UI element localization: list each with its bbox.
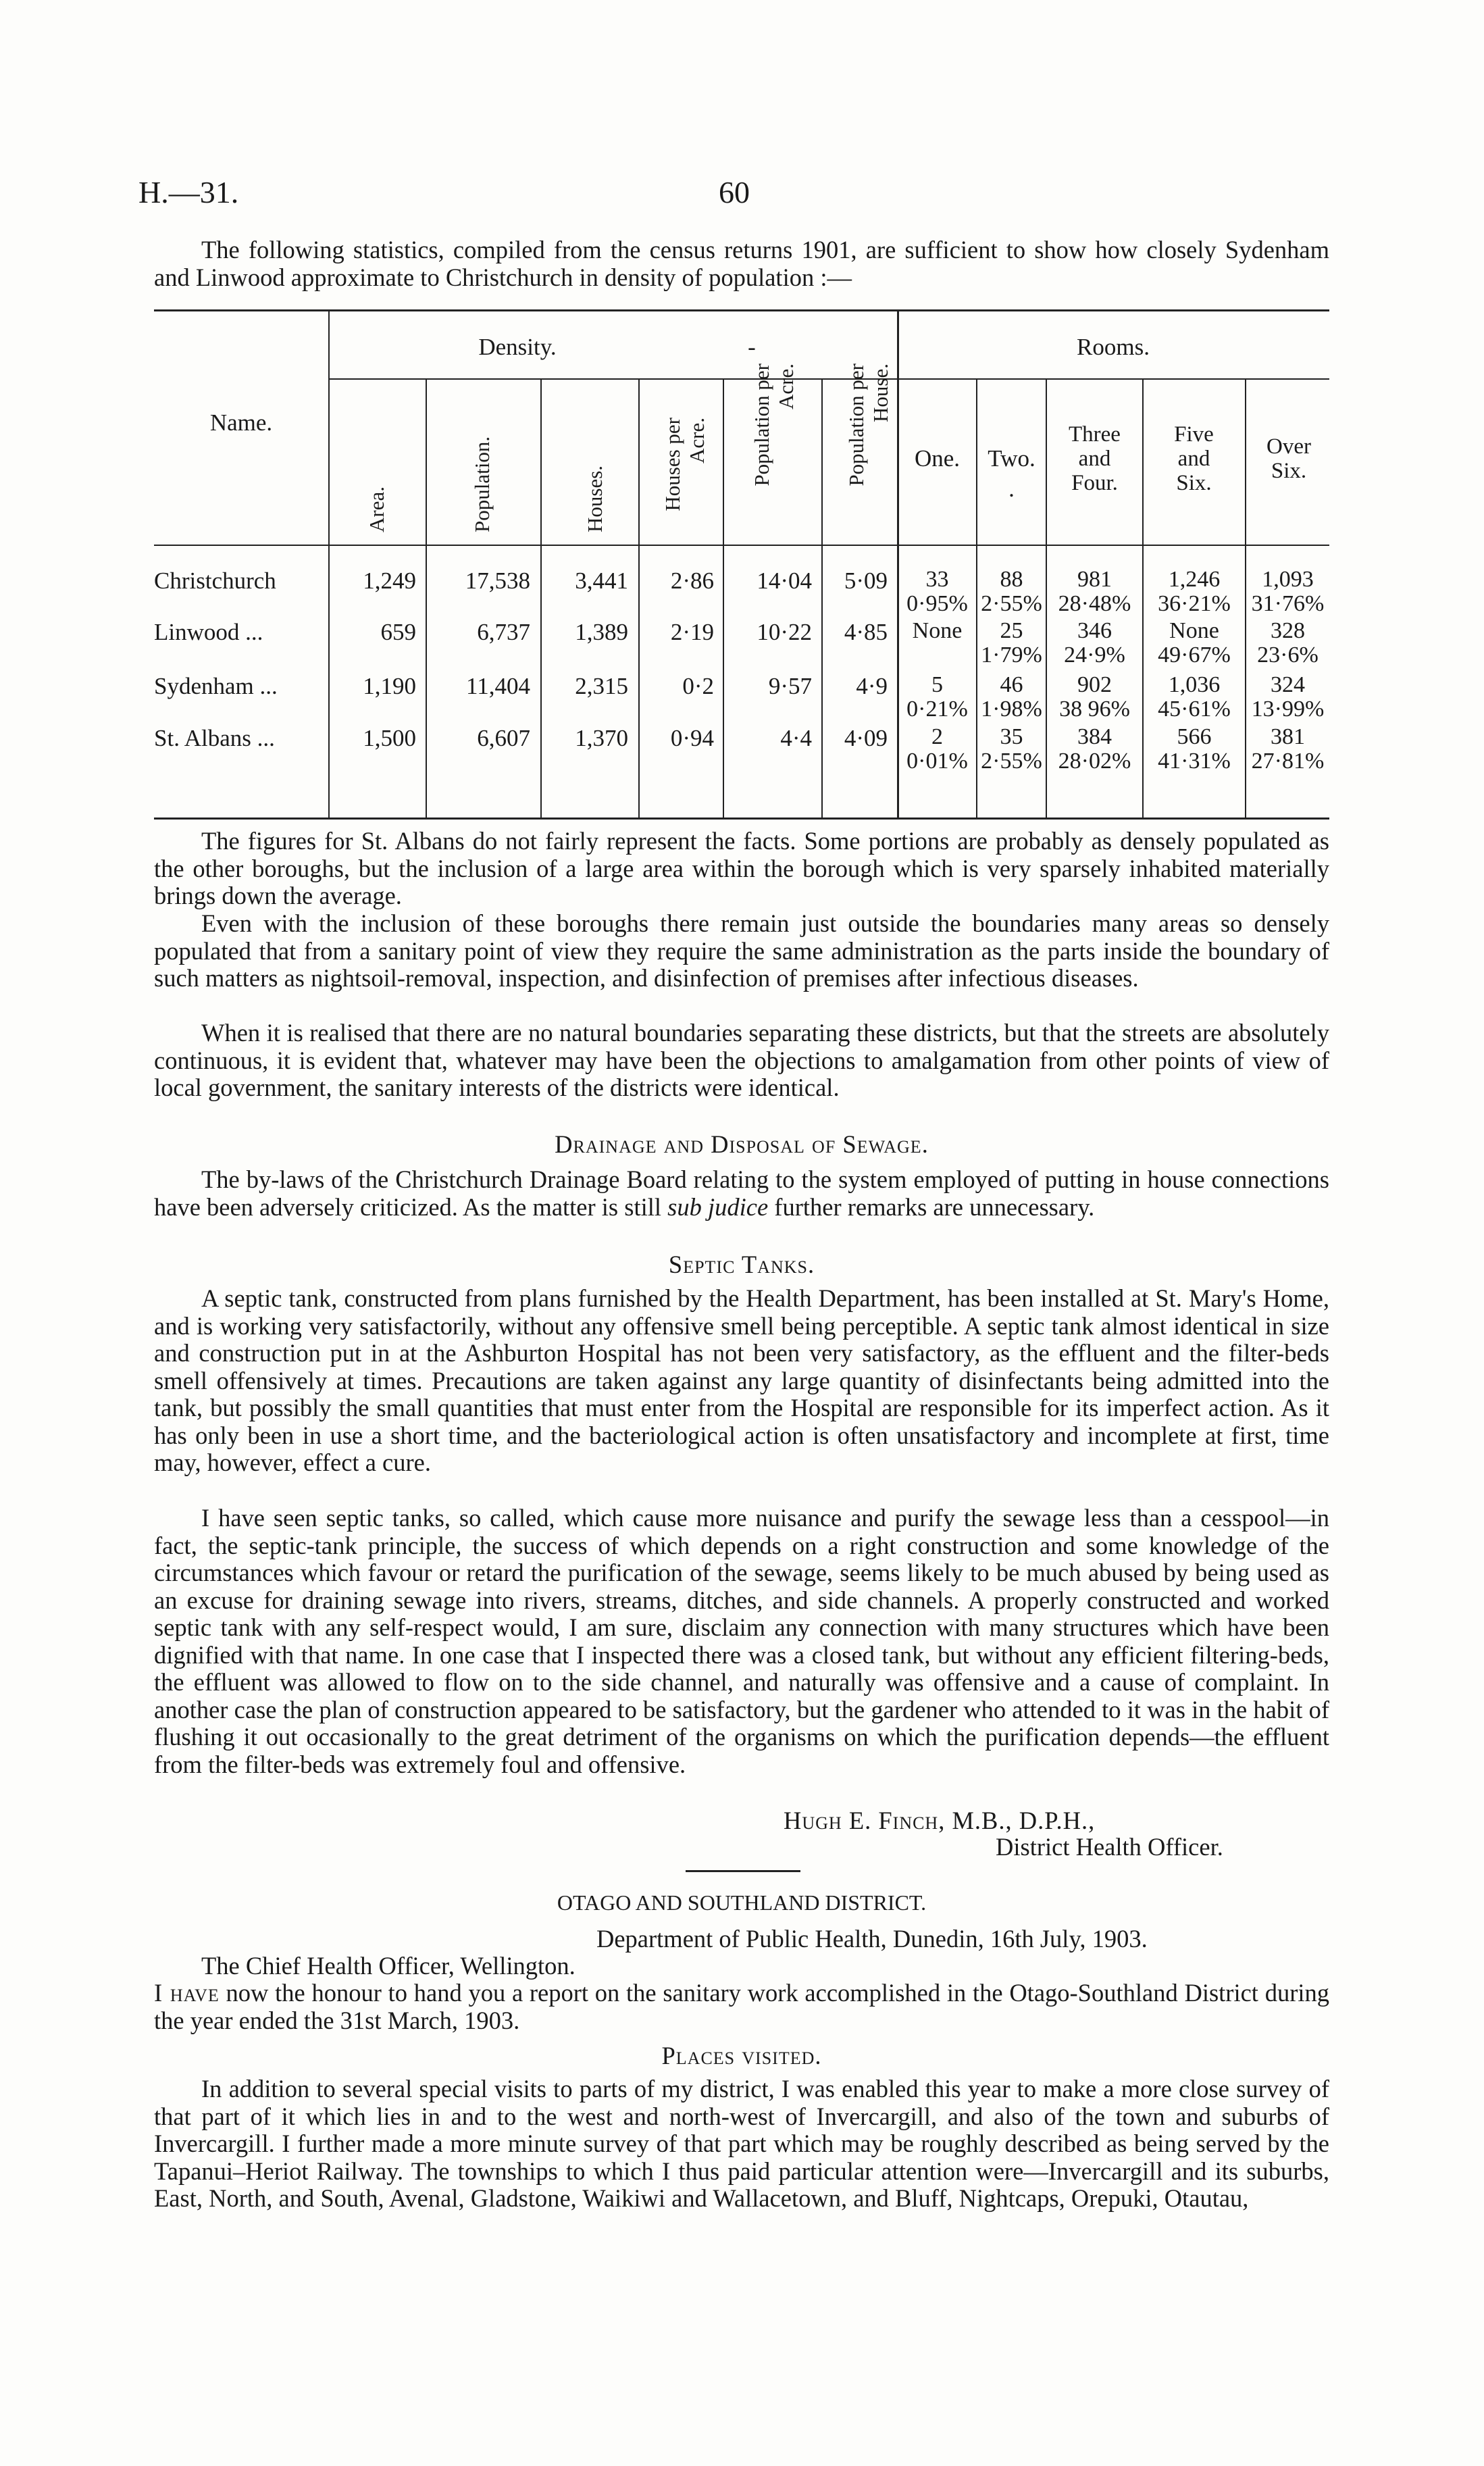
page-number: 60 [719, 175, 750, 209]
cell-rooms-over-six [1246, 619, 1329, 668]
cell-population-per-house: 4·85 [844, 619, 888, 645]
row-name: Sydenham ... [154, 673, 278, 699]
paragraph-places-visited: In addition to several special visits to parts of my district, I was enabled this year to make a more close survey of that part of it which lies in and to the west and north-west of Invercargill, and also of the town and suburbs of Invercargill. I further made a more minute survey of that part which may be roughly described as being served by the Tapanui–Heriot Railway. The townships to which I thus paid particular attention were—Invercargill and its suburbs, East, North, and South, Avenal, Gladstone, Waikiwi and Wallacetown, and Bluff, Nightcaps, Orepuki, Otautau, [154, 2075, 1329, 2212]
lead-words: I have [154, 1979, 220, 2007]
header-houses: Houses. [583, 465, 607, 532]
cell-rooms-one [898, 725, 976, 774]
header-two-mark: . [1008, 476, 1015, 502]
cell-population-per-acre: 9·57 [768, 673, 812, 699]
percent: 0·95% [906, 591, 968, 616]
header-one: One. [914, 445, 961, 472]
cell-rooms-two [977, 568, 1046, 616]
header-five-six: Five and Six. [1174, 422, 1214, 495]
paragraph-boundaries: When it is realised that there are no natural boundaries separating these districts, but that the streets are absolutely continuous, it is evident that, whatever may have been the objections to amalgamation from other points of view of local government, the sanitary interests of the districts were identical. [154, 1019, 1329, 1101]
percent: 28·02% [1058, 749, 1131, 774]
cell-houses: 2,315 [575, 673, 628, 699]
count: 384 [1077, 724, 1112, 749]
percent: 45·61% [1158, 697, 1231, 722]
percent: 36·21% [1158, 591, 1231, 616]
percent: 28·48% [1058, 591, 1131, 616]
header-houses-per-acre: Houses per Acre. [661, 418, 709, 511]
count: 35 [1000, 724, 1023, 749]
count: 1,246 [1168, 567, 1221, 592]
cell-rooms-three-four [1047, 673, 1142, 722]
count: 25 [1000, 618, 1023, 643]
cell-houses-per-acre: 0·94 [670, 725, 714, 751]
header-population: Population. [470, 436, 494, 532]
percent: 38 96% [1059, 697, 1130, 722]
count: 381 [1271, 724, 1305, 749]
signature-title: District Health Officer. [996, 1833, 1223, 1861]
cell-rooms-one [898, 568, 976, 616]
percent: 27·81% [1251, 749, 1325, 774]
cell-rooms-two [977, 619, 1046, 668]
cell-rooms-five-six [1144, 725, 1245, 774]
percent: 13·99% [1251, 697, 1325, 722]
count: None [912, 618, 963, 643]
emphasis: sub judice [667, 1192, 769, 1221]
percent: 1·98% [981, 697, 1042, 722]
cell-houses: 1,389 [575, 619, 628, 645]
row-name: St. Albans ... [154, 725, 275, 751]
paragraph-boroughs: Even with the inclusion of these boroughs there remain just outside the boundaries many areas so densely populated that from a sanitary point of view they require the same administration as the parts inside the boundary of such matters as nightsoil-removal, inspection, and disinfection of premises after infectious diseases. [154, 909, 1329, 992]
count: 902 [1077, 672, 1112, 697]
heading-otago-southland: OTAGO AND SOUTHLAND DISTRICT. [557, 1890, 927, 1915]
cell-houses-per-acre: 2·19 [670, 619, 714, 645]
count: 46 [1000, 672, 1023, 697]
header-area: Area. [365, 486, 388, 532]
paragraph-septic-abuse: I have seen septic tanks, so called, which cause more nuisance and purify the sewage less than a cesspool—in fact, the septic-tank principle, the success of which depends on a right construction and some knowledge of the circumstances which favour or retard the purification of the sewage, seems likely to be much abused by being used as an excuse for draining sewage into rivers, streams, ditches, and side channels. A properly constructed and worked septic tank with any self-respect would, I am sure, disclaim any connection with many structures which have been dignified with that name. In one case that I inspected there was a closed tank, but without any efficient filtering-beds, the effluent was allowed to flow on to the side channel, and naturally was offensive and a cause of complaint. In another case the plan of construction appeared to be satisfactory, but the gardener who attended to it was in the habit of flushing it out occasionally to the great detriment of the organisms on which the purification depends—the effluent from the filter-beds was extremely foul and offensive. [154, 1504, 1329, 1778]
header-three-four: Three and Four. [1069, 422, 1121, 495]
count: 324 [1271, 672, 1305, 697]
heading-septic-tanks: Septic Tanks. [668, 1251, 815, 1278]
text: further remarks are unnecessary. [768, 1192, 1095, 1221]
cell-rooms-over-six [1246, 568, 1329, 616]
document-reference: H.—31. [138, 175, 239, 209]
count: 1,093 [1262, 567, 1314, 592]
percent: 23·6% [1257, 643, 1319, 668]
name-column-header: Name. [209, 409, 273, 436]
count: 5 [931, 672, 943, 697]
cell-rooms-three-four [1047, 619, 1142, 668]
cell-population: 6,737 [477, 619, 530, 645]
cell-area: 1,249 [363, 568, 416, 594]
count: 2 [931, 724, 943, 749]
rooms-group-header: Rooms. [1077, 334, 1150, 360]
cell-population-per-acre: 14·04 [757, 568, 812, 594]
header-population-per-acre: Population per Acre. [750, 363, 798, 486]
cell-houses: 3,441 [575, 568, 628, 594]
density-group-mark: - [748, 334, 756, 360]
section-divider [686, 1870, 800, 1872]
cell-rooms-over-six [1246, 725, 1329, 774]
intro-paragraph: The following statistics, compiled from the census returns 1901, are sufficient to show how closely Sydenham and Linwood approximate to Christchurch in density of population :— [154, 236, 1329, 291]
percent: 0·01% [906, 749, 968, 774]
percent: 2·55% [981, 749, 1042, 774]
percent: 31·76% [1251, 591, 1325, 616]
signature: Hugh E. Finch, M.B., D.P.H., [784, 1807, 1096, 1834]
count: 88 [1000, 567, 1023, 592]
cell-houses-per-acre: 0·2 [682, 673, 714, 699]
dateline: Department of Public Health, Dunedin, 16th July, 1903. [596, 1925, 1148, 1953]
count: 346 [1077, 618, 1112, 643]
percent: 0·21% [906, 697, 968, 722]
count: None [1169, 618, 1219, 643]
paragraph-drainage [154, 1166, 1329, 1221]
count: 33 [925, 567, 949, 592]
percent: 41·31% [1158, 749, 1231, 774]
percent: 49·67% [1158, 643, 1231, 668]
cell-population-per-acre: 4·4 [780, 725, 812, 751]
cell-area: 659 [380, 619, 416, 645]
cell-population: 17,538 [465, 568, 530, 594]
count: 981 [1077, 567, 1112, 592]
header-two: Two. [988, 445, 1035, 472]
group-header-rule [328, 378, 1329, 380]
cell-population-per-house: 4·09 [844, 725, 888, 751]
cell-population: 11,404 [466, 673, 530, 699]
addressee: The Chief Health Officer, Wellington. [201, 1952, 575, 1980]
table-bottom-rule [154, 817, 1329, 820]
cell-population-per-house: 5·09 [844, 568, 888, 594]
text: The by-laws of the Christchurch Drainage Board relating to the system employed of putting in house connections have been adversely criticized. As the matter is still [154, 1165, 1329, 1221]
paragraph-st-albans: The figures for St. Albans do not fairly represent the facts. Some portions are probably as densely populated as the other boroughs, but the inclusion of a large area within the borough which is very sparsely inhabited materially brings down the average. [154, 827, 1329, 909]
cell-population: 6,607 [477, 725, 530, 751]
heading-drainage: Drainage and Disposal of Sewage. [555, 1130, 929, 1158]
cell-rooms-one [898, 673, 976, 722]
cell-area: 1,500 [363, 725, 416, 751]
cell-rooms-five-six [1144, 568, 1245, 616]
paragraph-report-intro [154, 1980, 1329, 2034]
density-group-header: Density. [478, 334, 557, 360]
cell-rooms-three-four [1047, 725, 1142, 774]
percent: 1·79% [981, 643, 1042, 668]
cell-rooms-two [977, 725, 1046, 774]
row-name: Linwood ... [154, 619, 263, 645]
heading-places-visited: Places visited. [661, 2042, 822, 2069]
cell-rooms-five-six [1144, 619, 1245, 668]
cell-population-per-house: 4·9 [856, 673, 888, 699]
row-name: Christchurch [154, 568, 276, 594]
column-header-rule [154, 545, 1329, 546]
density-table [154, 309, 1329, 823]
count: 1,036 [1168, 672, 1221, 697]
header-over-six: Over Six. [1266, 434, 1311, 483]
cell-rooms-one [898, 619, 976, 643]
count: 328 [1271, 618, 1305, 643]
count: 566 [1177, 724, 1212, 749]
cell-houses: 1,370 [575, 725, 628, 751]
cell-population-per-acre: 10·22 [757, 619, 812, 645]
cell-houses-per-acre: 2·86 [670, 568, 714, 594]
table-top-rule [154, 309, 1329, 311]
percent: 24·9% [1064, 643, 1125, 668]
text: now the honour to hand you a report on the sanitary work accomplished in the Otago-Southland District during the year ended the 31st March, 1903. [154, 1979, 1329, 2034]
cell-rooms-two [977, 673, 1046, 722]
cell-rooms-three-four [1047, 568, 1142, 616]
cell-rooms-over-six [1246, 673, 1329, 722]
cell-area: 1,190 [363, 673, 416, 699]
header-population-per-house: Population per House. [844, 363, 892, 486]
percent: 2·55% [981, 591, 1042, 616]
cell-rooms-five-six [1144, 673, 1245, 722]
paragraph-septic-tank: A septic tank, constructed from plans furnished by the Health Department, has been installed at St. Mary's Home, and is working very satisfactorily, without any offensive smell being perceptible. A septic tank almost identical in size and construction put in at the Ashburton Hospital has not been very satisfactory, as the effluent and the filter-beds smell offensively at times. Precautions are taken against any large quantity of disinfectants being admitted into the tank, but possibly the small quantities that must enter from the Hospital are responsible for its imperfect action. As it has only been in use a short time, and the bacteriological action is often unsatisfactory and incomplete at first, time may, however, effect a cure. [154, 1284, 1329, 1476]
